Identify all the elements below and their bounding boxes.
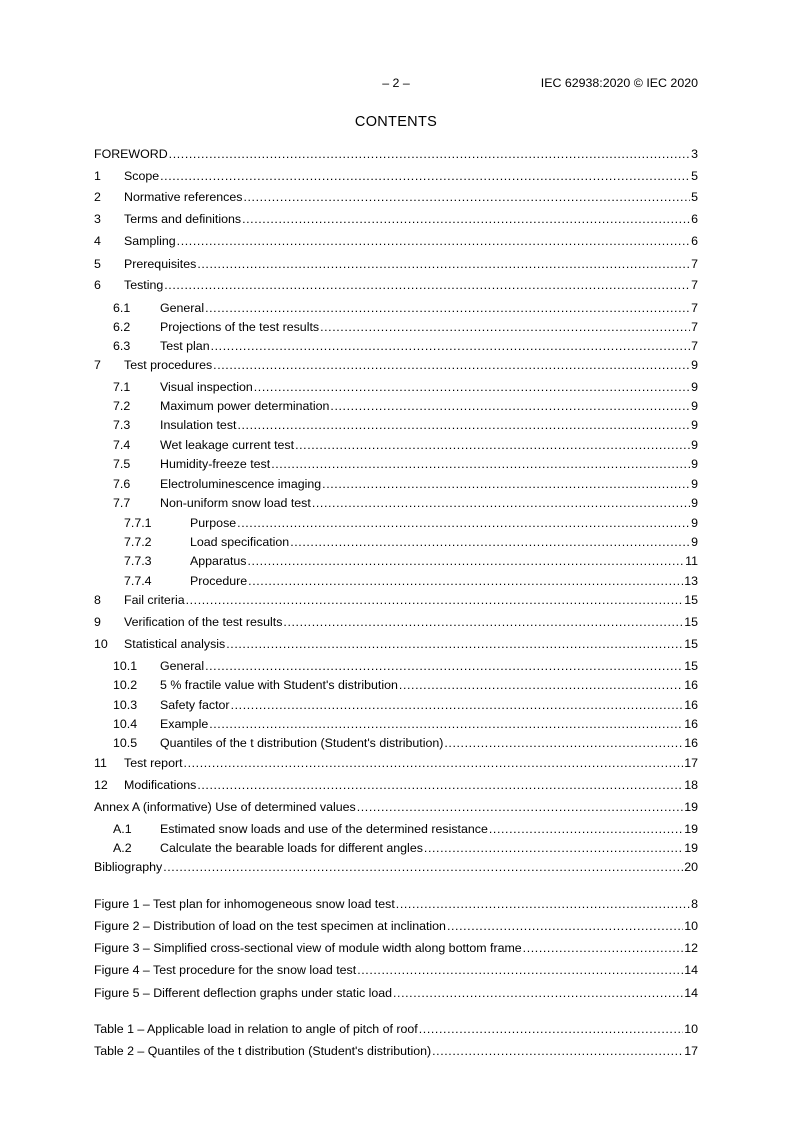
toc-entry-label: Testing — [124, 278, 164, 292]
page-number: – 2 – — [382, 76, 410, 90]
toc-entry-label: General — [160, 659, 205, 673]
toc-entry-page: 17 — [684, 756, 698, 770]
toc-entry-label: Annex A (informative) Use of determined values — [94, 800, 356, 814]
toc-entry-page: 9 — [691, 358, 698, 372]
toc-entry-label: Projections of the test results — [160, 320, 320, 334]
toc-entry[interactable] — [94, 146, 698, 162]
toc-entry-label: Sampling — [124, 234, 176, 248]
figure-entry-page: 8 — [691, 897, 698, 911]
toc-entry[interactable] — [94, 859, 698, 875]
toc-entry-number: 6.2 — [113, 320, 131, 334]
toc-entry-label: Visual inspection — [160, 380, 253, 394]
toc-entry-page: 7 — [691, 320, 698, 334]
toc-entry-page: 7 — [691, 301, 698, 315]
toc-entry[interactable] — [94, 211, 698, 227]
toc-entry-label: Safety factor — [160, 698, 230, 712]
toc-entry[interactable] — [94, 553, 698, 569]
toc-entry-number: 7.7.1 — [124, 516, 152, 530]
toc-entry-number: 5 — [94, 257, 101, 271]
figure-entry-page: 14 — [684, 986, 698, 1000]
toc-entry[interactable] — [94, 168, 698, 184]
toc-entry[interactable] — [94, 636, 698, 652]
table-entry-label: Table 1 – Applicable load in relation to angle of pitch of roof — [94, 1022, 418, 1036]
toc-entry-page: 9 — [691, 477, 698, 491]
toc-entry-page: 3 — [691, 147, 698, 161]
toc-entry[interactable] — [94, 777, 698, 793]
toc-entry-number: 7.7 — [113, 496, 131, 510]
toc-entry-label: Test report — [124, 756, 183, 770]
toc-entry[interactable] — [94, 840, 698, 856]
toc-entry-page: 9 — [691, 418, 698, 432]
toc-entry-number: 8 — [94, 593, 101, 607]
toc-entry-label: Normative references — [124, 190, 243, 204]
figure-entry-label: Figure 2 – Distribution of load on the test specimen at inclination — [94, 919, 446, 933]
toc-entry-number: 7.7.4 — [124, 574, 152, 588]
toc-entry[interactable] — [94, 319, 698, 335]
toc-entry-page: 5 — [691, 169, 698, 183]
toc-entry[interactable] — [94, 300, 698, 316]
toc-entry-page: 13 — [684, 574, 698, 588]
toc-entry[interactable] — [94, 357, 698, 373]
toc-entry-page: 9 — [691, 535, 698, 549]
page-header — [94, 76, 698, 92]
toc-entry-label: Test plan — [160, 339, 210, 353]
toc-entry-number: 7.2 — [113, 399, 131, 413]
toc-entry[interactable] — [94, 495, 698, 511]
toc-entry[interactable] — [94, 534, 698, 550]
toc-entry-page: 9 — [691, 380, 698, 394]
toc-entry-number: 7.7.2 — [124, 535, 152, 549]
toc-entry[interactable] — [94, 755, 698, 771]
toc-entry-label: Load specification — [190, 535, 290, 549]
toc-entry-page: 16 — [684, 678, 698, 692]
toc-entry-label: FOREWORD — [94, 147, 168, 161]
toc-entry[interactable] — [94, 735, 698, 751]
figure-entry-page: 14 — [684, 963, 698, 977]
toc-entry-page: 9 — [691, 516, 698, 530]
toc-entry-page: 15 — [684, 637, 698, 651]
toc-entry-page: 16 — [684, 736, 698, 750]
toc-entry-number: A.2 — [113, 841, 132, 855]
toc-entry-number: 3 — [94, 212, 101, 226]
toc-entry-label: Non-uniform snow load test — [160, 496, 311, 510]
toc-entry[interactable] — [94, 697, 698, 713]
toc-entry[interactable] — [94, 592, 698, 608]
toc-entry-page: 20 — [684, 860, 698, 874]
toc-entry-page: 19 — [684, 800, 698, 814]
figure-entry[interactable] — [94, 918, 698, 934]
toc-entry-page: 9 — [691, 457, 698, 471]
toc-entry-label: Maximum power determination — [160, 399, 330, 413]
figure-entry-label: Figure 1 – Test plan for inhomogeneous snow load test — [94, 897, 395, 911]
toc-entry-label: Bibliography — [94, 860, 163, 874]
table-entry[interactable] — [94, 1021, 698, 1037]
toc-entry-label: General — [160, 301, 205, 315]
toc-entry[interactable] — [94, 716, 698, 732]
toc-entry-label: Example — [160, 717, 209, 731]
toc-entry-number: 6.3 — [113, 339, 131, 353]
toc-entry[interactable] — [94, 189, 698, 205]
toc-entry-label: Test procedures — [124, 358, 213, 372]
toc-entry-label: Terms and definitions — [124, 212, 242, 226]
toc-entry-number: 7.7.3 — [124, 554, 152, 568]
toc-entry-page: 7 — [691, 339, 698, 353]
toc-entry-page: 7 — [691, 257, 698, 271]
toc-entry-label: Purpose — [190, 516, 237, 530]
toc-entry-number: 10.5 — [113, 736, 138, 750]
toc-entry-page: 16 — [684, 717, 698, 731]
toc-entry-label: Quantiles of the t distribution (Student's distribution) — [160, 736, 444, 750]
figure-entry-page: 10 — [684, 919, 698, 933]
toc-entry-number: A.1 — [113, 822, 132, 836]
toc-entry[interactable] — [94, 417, 698, 433]
toc-entry-label: Statistical analysis — [124, 637, 226, 651]
toc-entry-label: Wet leakage current test — [160, 438, 295, 452]
toc-entry[interactable] — [94, 398, 698, 414]
toc-entry-number: 10.4 — [113, 717, 138, 731]
toc-entry[interactable] — [94, 573, 698, 589]
toc-entry-page: 15 — [684, 659, 698, 673]
toc-entry-number: 7.4 — [113, 438, 131, 452]
table-entry-page: 17 — [684, 1044, 698, 1058]
document-reference: IEC 62938:2020 © IEC 2020 — [540, 76, 698, 90]
toc-entry-label: 5 % fractile value with Student's distribution — [160, 678, 398, 692]
toc-entry[interactable] — [94, 515, 698, 531]
toc-entry-number: 10.2 — [113, 678, 138, 692]
toc-entry[interactable] — [94, 799, 698, 815]
toc-entry-label: Scope — [124, 169, 160, 183]
toc-entry-label: Modifications — [124, 778, 197, 792]
toc-entry-label: Humidity-freeze test — [160, 457, 271, 471]
toc-entry[interactable] — [94, 256, 698, 272]
toc-entry-number: 6 — [94, 278, 101, 292]
toc-entry-page: 9 — [691, 438, 698, 452]
figure-entry-label: Figure 4 – Test procedure for the snow load test — [94, 963, 357, 977]
figure-entry[interactable] — [94, 940, 698, 956]
toc-entry-number: 7.5 — [113, 457, 131, 471]
toc-entry-number: 10.1 — [113, 659, 138, 673]
toc-entry[interactable] — [94, 338, 698, 354]
toc-entry[interactable] — [94, 476, 698, 492]
toc-entry-label: Insulation test — [160, 418, 237, 432]
toc-entry[interactable] — [94, 233, 698, 249]
toc-entry-page: 15 — [684, 615, 698, 629]
toc-entry-number: 6.1 — [113, 301, 131, 315]
toc-entry[interactable] — [94, 677, 698, 693]
toc-entry[interactable] — [94, 821, 698, 837]
toc-entry-label: Electroluminescence imaging — [160, 477, 322, 491]
toc-entry-number: 2 — [94, 190, 101, 204]
figure-entry[interactable] — [94, 896, 698, 912]
toc-entry-label: Fail criteria — [124, 593, 185, 607]
page-title: CONTENTS — [354, 114, 438, 130]
figure-entry-label: Figure 3 – Simplified cross-sectional view of module width along bottom frame — [94, 941, 522, 955]
toc-entry[interactable] — [94, 437, 698, 453]
toc-entry-number: 9 — [94, 615, 101, 629]
toc-entry-page: 6 — [691, 212, 698, 226]
toc-entry-page: 18 — [684, 778, 698, 792]
figure-entry-page: 12 — [684, 941, 698, 955]
toc-entry-number: 11 — [94, 756, 107, 770]
toc-entry-page: 15 — [684, 593, 698, 607]
toc-entry-page: 19 — [684, 841, 698, 855]
toc-entry[interactable] — [94, 277, 698, 293]
toc-entry-number: 4 — [94, 234, 101, 248]
toc-entry-page: 7 — [691, 278, 698, 292]
toc-entry-number: 1 — [94, 169, 101, 183]
toc-entry[interactable] — [94, 456, 698, 472]
toc-entry-number: 10.3 — [113, 698, 138, 712]
figure-entry[interactable] — [94, 962, 698, 978]
toc-entry-number: 7.1 — [113, 380, 131, 394]
toc-entry-label: Calculate the bearable loads for different angles — [160, 841, 423, 855]
toc-entry-number: 7 — [94, 358, 101, 372]
toc-entry[interactable] — [94, 658, 698, 674]
table-entry[interactable] — [94, 1043, 698, 1059]
toc-entry-number: 7.6 — [113, 477, 131, 491]
toc-entry-number: 10 — [94, 637, 108, 651]
toc-entry-page: 11 — [685, 554, 698, 568]
toc-entry-label: Estimated snow loads and use of the determined resistance — [160, 822, 488, 836]
figure-entry-label: Figure 5 – Different deflection graphs under static load — [94, 986, 393, 1000]
toc-entry-page: 16 — [684, 698, 698, 712]
toc-entry-page: 9 — [691, 496, 698, 510]
toc-entry-number: 7.3 — [113, 418, 131, 432]
table-entry-page: 10 — [684, 1022, 698, 1036]
toc-entry-page: 5 — [691, 190, 698, 204]
toc-entry-page: 19 — [684, 822, 698, 836]
toc-entry[interactable] — [94, 614, 698, 630]
toc-entry-page: 6 — [691, 234, 698, 248]
toc-entry-label: Prerequisites — [124, 257, 197, 271]
toc-entry-page: 9 — [691, 399, 698, 413]
table-entry-label: Table 2 – Quantiles of the t distribution (Student's distribution) — [94, 1044, 432, 1058]
figure-entry[interactable] — [94, 985, 698, 1001]
toc-entry-number: 12 — [94, 778, 108, 792]
toc-entry-label: Apparatus — [190, 554, 247, 568]
toc-entry[interactable] — [94, 379, 698, 395]
toc-entry-label: Procedure — [190, 574, 248, 588]
toc-entry-label: Verification of the test results — [124, 615, 283, 629]
